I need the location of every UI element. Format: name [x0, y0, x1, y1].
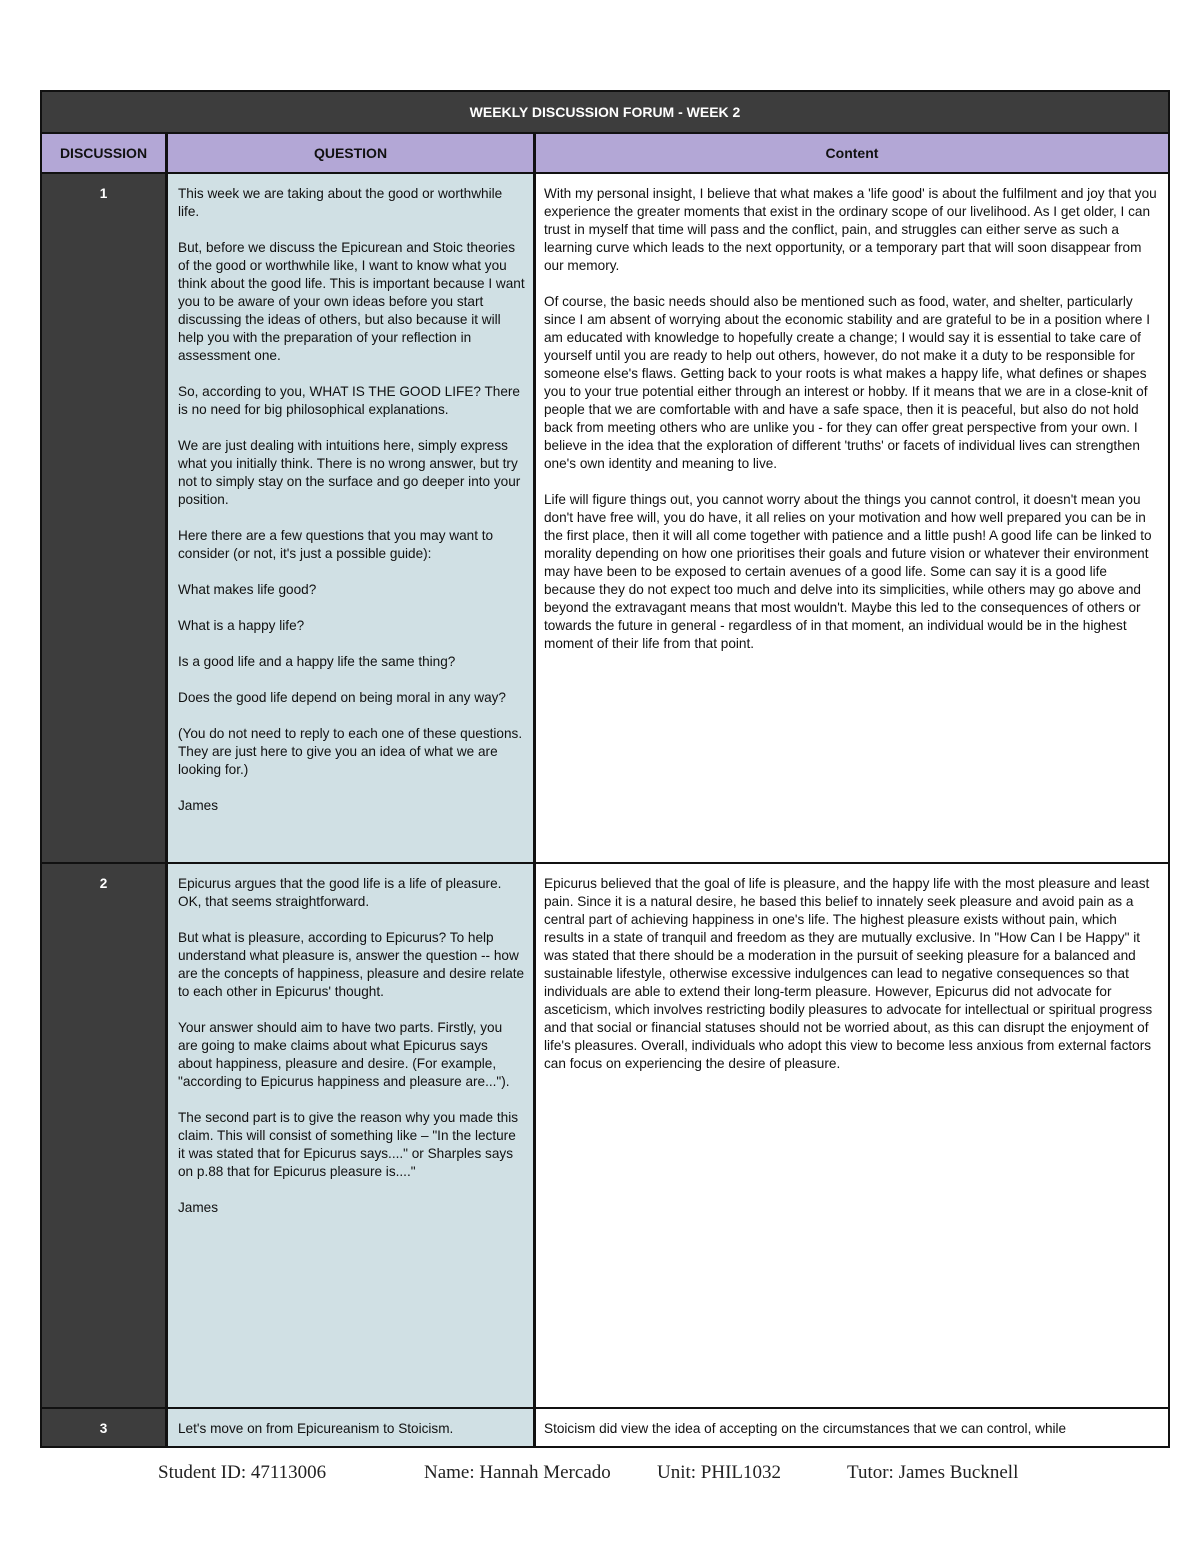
discussion-number-2: 2 — [42, 864, 168, 1409]
question-paragraph: We are just dealing with intuitions here, simply express what you initially think. There is no wrong answer, but try not to simply stay on the surface and go deeper into your position. — [178, 438, 521, 507]
question-cell-2 — [168, 864, 536, 1409]
question-cell-1 — [168, 174, 536, 864]
content-paragraph: With my personal insight, I believe that what makes a 'life good' is about the fulfilment and joy that you experience the greater moments that exist in the ordinary scope of our livelihood. As I get older, I can trust in myself that time will pass and the conflict, pain, and struggles can either serve as such a learning curve which leads to the next opportunity, or a temporary part that will soon disappear from our memory. — [544, 186, 1157, 273]
question-paragraph: But what is pleasure, according to Epicurus? To help understand what pleasure is, answer the question -- how are the concepts of happiness, pleasure and desire relate to each other in Epicurus' thought. — [178, 930, 525, 999]
discussion-number-1: 1 — [42, 174, 168, 864]
question-paragraph: But, before we discuss the Epicurean and Stoic theories of the good or worthwhile like, I want to know what you think about the good life. This is important because I want you to be aware of your own ideas before you start discussing the ideas of others, but also because it will help you with the preparation of your reflection in assessment one. — [178, 240, 525, 363]
page-footer — [0, 1458, 1200, 1486]
content-cell-1 — [536, 174, 1168, 864]
question-paragraph: Does the good life depend on being moral in any way? — [178, 690, 506, 705]
content-paragraph: Epicurus believed that the goal of life is pleasure, and the happy life with the most pleasure and least pain. Since it is a natural desire, he based this belief to innately seek pleasure and avoid pain as a central part of achieving happiness in one's life. The highest pleasure exists without pain, which results in a state of tranquil and freedom as they are mutually exclusive. In "How Can I be Happy" it was stated that there should be a moderation in the pursuit of seeking pleasure for a balanced and sustainable lifestyle, otherwise excessive indulgences can lead to negative consequences so that individuals are able to extend their long-term pleasure. However, Epicurus did not advocate for asceticism, which involves restricting bodily pleasures to advocate for intellectual or spiritual progress and that social or financial statuses should not be worried about, as this can disrupt the enjoyment of life's pleasures. Overall, individuals who adopt this view to become less anxious from external factors can focus on experiencing the desire of pleasure. — [544, 876, 1153, 1071]
question-paragraph: What is a happy life? — [178, 618, 305, 633]
question-paragraph: Let's move on from Epicureanism to Stoicism. — [178, 1421, 454, 1436]
header-content: Content — [536, 134, 1168, 174]
content-paragraph: Of course, the basic needs should also be mentioned such as food, water, and shelter, particularly since I am absent of worrying about the economic stability and are grateful to be in a position where I am educated with knowledge to hopefully create a change; I would say it is essential to take care of yourself until you are ready to help out others, however, do not make it a duty to be responsible for someone else's flaws. Getting back to your roots is what makes a happy life, what defines or shapes you to your true potential either through an interest or hobby. If it means that we are in a close-knit of people that we are comfortable with and have a safe space, then it is peaceful, but also do not hold back from meeting others who are unlike you - for they can offer great perspective from your own. I believe in the idea that the exploration of different 'truths' or facets of individual lives can strengthen one's own identity and meaning to live. — [544, 294, 1151, 471]
question-paragraph: This week we are taking about the good or worthwhile life. — [178, 186, 503, 219]
header-discussion: DISCUSSION — [42, 134, 168, 174]
question-signature: James — [178, 798, 219, 813]
table-title: WEEKLY DISCUSSION FORUM - WEEK 2 — [42, 92, 1168, 134]
footer-student-id: Student ID: 47113006 — [158, 1462, 327, 1483]
question-paragraph: What makes life good? — [178, 582, 317, 597]
question-paragraph: Is a good life and a happy life the same thing? — [178, 654, 456, 669]
footer-name: Name: Hannah Mercado — [424, 1462, 611, 1483]
content-paragraph: Life will figure things out, you cannot worry about the things you cannot control, it doesn't mean you don't have free will, you do have, it all relies on your motivation and how well prepared you can be in the first place, then it will all come together with patience and a little push! A good life can be linked to morality depending on how one prioritises their goals and future vision or whatever their environment may have been to be exposed to certain avenues of a good life. Some can say it is a good life because they do not expect too much and delve into its simplicities, while others may go above and beyond the extravagant means that most wouldn't. Maybe this led to the consequences of others or towards the future in general - regardless of in that moment, an individual would be in the highest moment of their life from that point. — [544, 492, 1152, 651]
question-paragraph: Epicurus argues that the good life is a life of pleasure. OK, that seems straightforward. — [178, 876, 502, 909]
discussion-forum-table — [40, 90, 1170, 1448]
discussion-number-3: 3 — [42, 1409, 168, 1446]
question-paragraph: Here there are a few questions that you may want to consider (or not, it's just a possible guide): — [178, 528, 494, 561]
content-cell-3 — [536, 1409, 1168, 1446]
question-paragraph: So, according to you, WHAT IS THE GOOD LIFE? There is no need for big philosophical explanations. — [178, 384, 520, 417]
question-paragraph: (You do not need to reply to each one of these questions. They are just here to give you an idea of what we are looking for.) — [178, 726, 523, 777]
content-cell-2 — [536, 864, 1168, 1409]
question-paragraph: Your answer should aim to have two parts. Firstly, you are going to make claims about what Epicurus says about happiness, pleasure and desire. (For example, "according to Epicurus happiness and pleasure are..."). — [178, 1020, 510, 1089]
question-cell-3 — [168, 1409, 536, 1446]
footer-unit: Unit: PHIL1032 — [657, 1462, 782, 1483]
footer-tutor: Tutor: James Bucknell — [847, 1462, 1019, 1483]
question-signature: James — [178, 1200, 219, 1215]
question-paragraph: The second part is to give the reason why you made this claim. This will consist of something like – "In the lecture it was stated that for Epicurus says...." or Sharples says on p.88 that for Epicurus pleasure is...." — [178, 1110, 519, 1179]
content-paragraph: Stoicism did view the idea of accepting on the circumstances that we can control, while — [544, 1421, 1067, 1436]
header-question: QUESTION — [168, 134, 536, 174]
